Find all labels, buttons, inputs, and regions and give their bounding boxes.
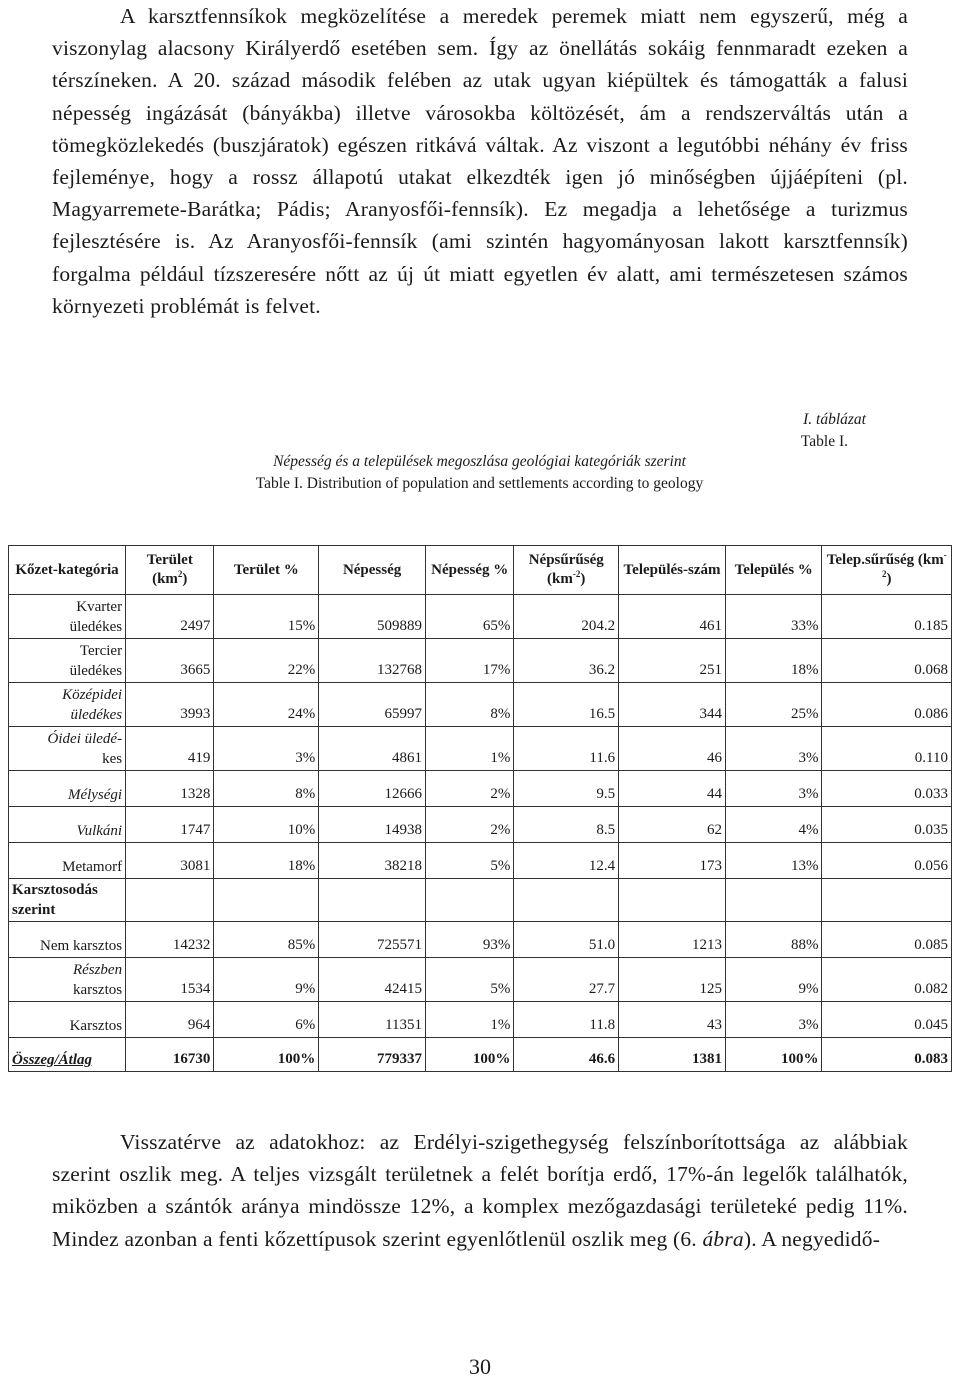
table-row [9,843,952,879]
cell-area: 2497 [126,595,214,639]
cell-settl-pct: 18% [725,639,822,683]
row-label: Tercier üledékes [9,639,126,683]
table-row [9,683,952,727]
cell-settl: 251 [619,639,726,683]
group-label: Karsztosodás szerint [9,879,126,922]
table-row [9,807,952,843]
cell-pop-pct: 2% [426,771,514,807]
cell-area-pct: 22% [214,639,319,683]
caption-hu-text: Népesség és a települések megoszlása geológiai kategóriák szerint [273,453,686,470]
cell-area: 3081 [126,843,214,879]
cell-settl-density: 0.110 [822,727,952,771]
caption-en-text: Table I. Distribution of population and settlements according to geology [255,475,704,492]
cell-density: 9.5 [514,771,619,807]
header-area-pct: Terület % [214,546,319,595]
empty-cell [619,879,726,922]
cell-area: 3665 [126,639,214,683]
cell-settl-density: 0.185 [822,595,952,639]
cell-area: 1534 [126,958,214,1002]
cell-settl-density: 0.045 [822,1002,952,1038]
table-row [9,922,952,958]
empty-cell [822,879,952,922]
cell-area: 14232 [126,922,214,958]
cell-settl-pct: 9% [725,958,822,1002]
cell-settl: 125 [619,958,726,1002]
cell-pop-pct: 65% [426,595,514,639]
header-area: Terület $(km^2)$ [126,546,214,595]
cell-density: 51.0 [514,922,619,958]
cell-pop: 509889 [319,595,426,639]
table-caption-hu [0,453,960,471]
table-row [9,595,952,639]
cell-area-pct: 24% [214,683,319,727]
cell-pop: 725571 [319,922,426,958]
bottom-paragraph-text: Visszatérve az adatokhoz: az Erdélyi-szigethegység felszínborítottsága az alábbiak szerint oszlik meg. A teljes vizsgált területnek a felét borítja erdő, 17%-án legelők találhatók, miközben a szántók aránya mindössze 12%, a komplex mezőgazdasági területeké pedig 11%. Mindez azonban a fenti kőzettípusok szerint egyenlőtlenül oszlik meg (6. ábra). A negyedidő- [52,1130,908,1251]
cell-area: 3993 [126,683,214,727]
cell-area: 419 [126,727,214,771]
cell-settl-pct: 3% [725,1002,822,1038]
total-density: 46.6 [514,1038,619,1072]
table-header-row [9,546,952,595]
table-caption-en [0,475,960,493]
cell-settl-density: 0.085 [822,922,952,958]
row-label: Metamorf [9,843,126,879]
empty-cell [214,879,319,922]
cell-density: 11.8 [514,1002,619,1038]
cell-area-pct: 9% [214,958,319,1002]
cell-settl: 62 [619,807,726,843]
cell-pop: 4861 [319,727,426,771]
total-area: 16730 [126,1038,214,1072]
cell-pop-pct: 1% [426,1002,514,1038]
cell-settl-density: 0.068 [822,639,952,683]
header-settlement-pct: Település % [725,546,822,595]
cell-area-pct: 3% [214,727,319,771]
cell-settl-density: 0.035 [822,807,952,843]
cell-pop: 38218 [319,843,426,879]
population-table [8,545,952,1072]
cell-area-pct: 6% [214,1002,319,1038]
table-row [9,727,952,771]
group-row [9,879,952,922]
header-rock-category: Kőzet-kategória [9,546,126,595]
cell-pop-pct: 5% [426,958,514,1002]
table-number-en: Table I. [800,433,848,450]
total-row [9,1038,952,1072]
table-row [9,771,952,807]
row-label: Karsztos [9,1002,126,1038]
cell-pop-pct: 1% [426,727,514,771]
page-number: 30 [469,1354,491,1379]
cell-pop: 11351 [319,1002,426,1038]
header-population-pct: Népesség % [426,546,514,595]
cell-settl: 44 [619,771,726,807]
empty-cell [126,879,214,922]
table-row [9,1002,952,1038]
cell-settl-pct: 88% [725,922,822,958]
cell-density: 11.6 [514,727,619,771]
total-label: Összeg/Átlag [9,1038,126,1072]
cell-density: 8.5 [514,807,619,843]
cell-settl: 43 [619,1002,726,1038]
cell-area-pct: 15% [214,595,319,639]
row-label: Mélységi [9,771,126,807]
total-pop-pct: 100% [426,1038,514,1072]
cell-pop-pct: 2% [426,807,514,843]
cell-area: 964 [126,1002,214,1038]
empty-cell [514,879,619,922]
empty-cell [319,879,426,922]
header-density: Népsűrűség $(km^{-2})$ [514,546,619,595]
cell-pop: 65997 [319,683,426,727]
cell-pop-pct: 17% [426,639,514,683]
cell-area-pct: 10% [214,807,319,843]
total-settl: 1381 [619,1038,726,1072]
bottom-paragraph [52,1126,908,1255]
total-settl-density: 0.083 [822,1038,952,1072]
cell-area: 1747 [126,807,214,843]
table-row [9,958,952,1002]
cell-density: 36.2 [514,639,619,683]
cell-settl-pct: 33% [725,595,822,639]
row-label: Középidei üledékes [9,683,126,727]
cell-pop-pct: 5% [426,843,514,879]
cell-settl-density: 0.082 [822,958,952,1002]
cell-pop-pct: 8% [426,683,514,727]
cell-settl: 461 [619,595,726,639]
table-row [9,639,952,683]
cell-area-pct: 8% [214,771,319,807]
cell-settl: 46 [619,727,726,771]
row-label: Óidei üledé- kes [9,727,126,771]
row-label: Nem karsztos [9,922,126,958]
table-body [9,595,952,1072]
cell-density: 27.7 [514,958,619,1002]
table-number-hu: I. táblázat [803,411,866,428]
total-settl-pct: 100% [725,1038,822,1072]
cell-area: 1328 [126,771,214,807]
empty-cell [426,879,514,922]
top-paragraph-text: A karsztfennsíkok megközelítése a meredek peremek miatt nem egyszerű, még a viszonylag alacsony Királyerdő esetében sem. Így az önellátás sokáig fennmaradt ezeken a térszíneken. A 20. század második felében az utak ugyan kiépültek és támogatták a falusi népesség ingázását (bányákba) illetve városokba költözését, ám a rendszerváltás után a tömegközlekedés (buszjáratok) egészen ritkává váltak. Az viszont a legutóbbi néhány év friss fejleménye, hogy a rossz állapotú utakat elkezdték igen jó minőségben újjáépíteni (pl. Magyarremete-Barátka; Pádis; Aranyosfői-fennsík). Ez megadja a lehetősége a turizmus fejlesztésére is. Az Aranyosfői-fennsík (ami szintén hagyományosan lakott karsztfennsík) forgalma például tízszeresére nőtt az új út miatt egyetlen év alatt, ami természetesen számos környezeti problémát is felvet. [52,4,908,318]
cell-settl-pct: 3% [725,727,822,771]
cell-pop-pct: 93% [426,922,514,958]
row-label: Kvarter üledékes [9,595,126,639]
cell-settl-density: 0.033 [822,771,952,807]
header-population: Népesség [319,546,426,595]
cell-pop: 12666 [319,771,426,807]
cell-settl: 344 [619,683,726,727]
cell-density: 204.2 [514,595,619,639]
cell-settl-pct: 25% [725,683,822,727]
cell-settl-pct: 13% [725,843,822,879]
cell-settl-density: 0.086 [822,683,952,727]
top-paragraph [52,0,908,322]
cell-settl: 1213 [619,922,726,958]
total-area-pct: 100% [214,1038,319,1072]
total-pop: 779337 [319,1038,426,1072]
cell-pop: 42415 [319,958,426,1002]
cell-settl-density: 0.056 [822,843,952,879]
header-settlement-density: Telep.sűrűség $(km^{-2})$ [822,546,952,595]
cell-density: 16.5 [514,683,619,727]
row-label: Részben karsztos [9,958,126,1002]
cell-settl: 173 [619,843,726,879]
cell-pop: 14938 [319,807,426,843]
empty-cell [725,879,822,922]
cell-area-pct: 18% [214,843,319,879]
cell-settl-pct: 3% [725,771,822,807]
cell-pop: 132768 [319,639,426,683]
row-label: Vulkáni [9,807,126,843]
cell-density: 12.4 [514,843,619,879]
header-settlement-count: Település-szám [619,546,726,595]
cell-settl-pct: 4% [725,807,822,843]
cell-area-pct: 85% [214,922,319,958]
